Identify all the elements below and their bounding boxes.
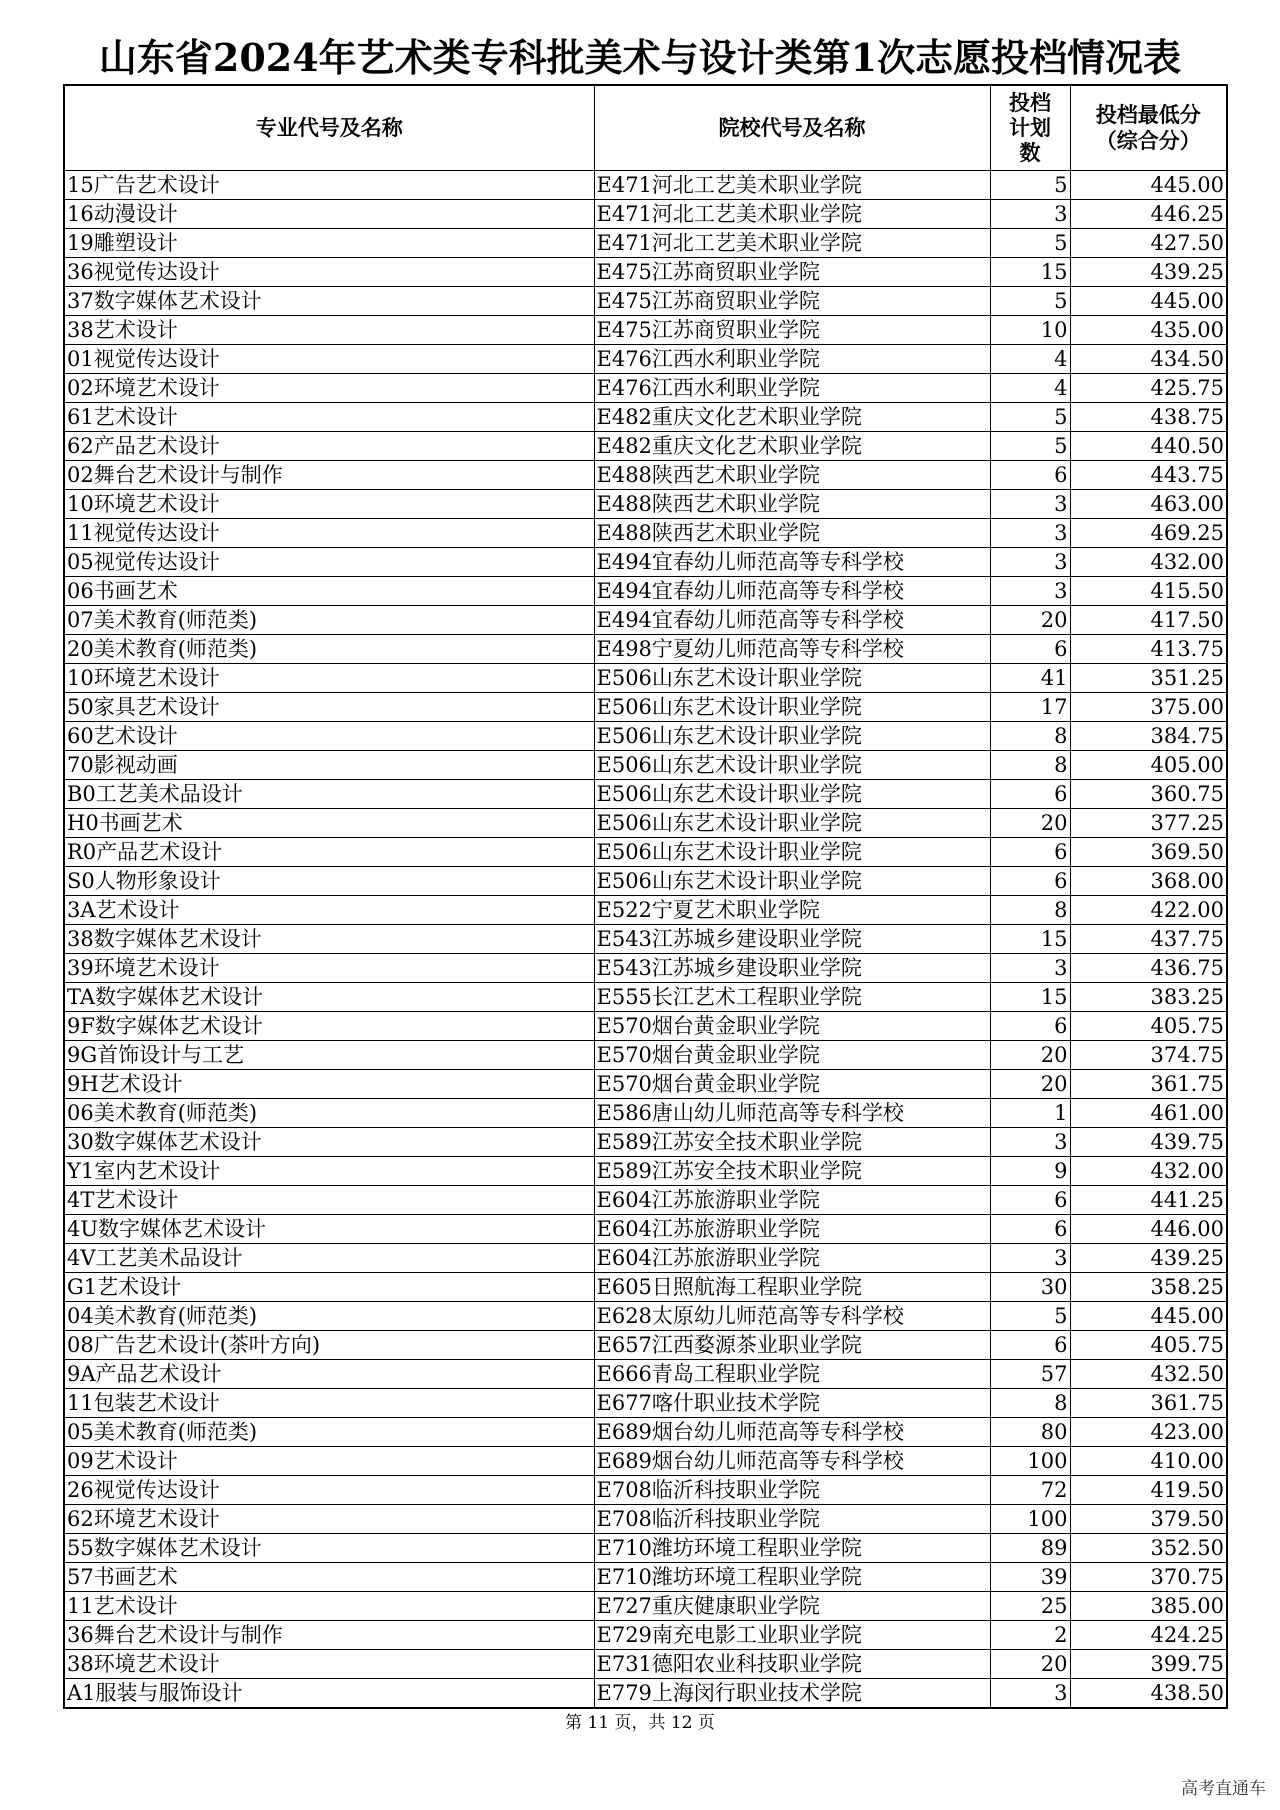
cell-plan: 6: [990, 1215, 1070, 1244]
table-row: [64, 345, 1227, 374]
cell-major: A1服装与服饰设计: [64, 1679, 594, 1709]
table-row: [64, 693, 1227, 722]
cell-score: 439.25: [1070, 258, 1227, 287]
cell-school: E475江苏商贸职业学院: [594, 258, 990, 287]
cell-plan: 30: [990, 1273, 1070, 1302]
cell-school: E589江苏安全技术职业学院: [594, 1128, 990, 1157]
table-row: [64, 1215, 1227, 1244]
cell-score: 436.75: [1070, 954, 1227, 983]
cell-major: 3A艺术设计: [64, 896, 594, 925]
cell-major: 01视觉传达设计: [64, 345, 594, 374]
page-footer: 第 11 页，共 12 页: [565, 1713, 715, 1733]
cell-plan: 20: [990, 1070, 1070, 1099]
cell-plan: 3: [990, 548, 1070, 577]
header-major-label: 专业代号及名称: [255, 116, 403, 140]
cell-plan: 17: [990, 693, 1070, 722]
cell-major: 10环境艺术设计: [64, 490, 594, 519]
table-row: [64, 1273, 1227, 1302]
table-row: [64, 1418, 1227, 1447]
table-row: [64, 1592, 1227, 1621]
cell-school: E708临沂科技职业学院: [594, 1476, 990, 1505]
cell-school: E604江苏旅游职业学院: [594, 1244, 990, 1273]
cell-score: 445.00: [1070, 287, 1227, 316]
cell-school: E710潍坊环境工程职业学院: [594, 1534, 990, 1563]
cell-major: 08广告艺术设计(茶叶方向): [64, 1331, 594, 1360]
cell-plan: 3: [990, 1128, 1070, 1157]
cell-major: 9H艺术设计: [64, 1070, 594, 1099]
header-score-line2: （综合分）: [1095, 129, 1201, 153]
table-row: [64, 1012, 1227, 1041]
header-plan-line3: 数: [1019, 140, 1041, 165]
cell-score: 469.25: [1070, 519, 1227, 548]
header-school-label: 院校代号及名称: [718, 116, 866, 140]
cell-school: E506山东艺术设计职业学院: [594, 722, 990, 751]
cell-school: E689烟台幼儿师范高等专科学校: [594, 1447, 990, 1476]
cell-major: 9F数字媒体艺术设计: [64, 1012, 594, 1041]
cell-major: H0书画艺术: [64, 809, 594, 838]
cell-major: 20美术教育(师范类): [64, 635, 594, 664]
cell-school: E482重庆文化艺术职业学院: [594, 432, 990, 461]
cell-score: 425.75: [1070, 374, 1227, 403]
watermark-text: 高考直通车: [1181, 1779, 1266, 1799]
cell-plan: 20: [990, 809, 1070, 838]
cell-school: E543江苏城乡建设职业学院: [594, 925, 990, 954]
cell-score: 360.75: [1070, 780, 1227, 809]
cell-plan: 25: [990, 1592, 1070, 1621]
cell-plan: 8: [990, 722, 1070, 751]
cell-school: E604江苏旅游职业学院: [594, 1186, 990, 1215]
cell-school: E605日照航海工程职业学院: [594, 1273, 990, 1302]
cell-score: 424.25: [1070, 1621, 1227, 1650]
table-row: [64, 1505, 1227, 1534]
cell-major: 30数字媒体艺术设计: [64, 1128, 594, 1157]
table-row: [64, 925, 1227, 954]
table-row: [64, 287, 1227, 316]
table-row: [64, 954, 1227, 983]
cell-school: E506山东艺术设计职业学院: [594, 867, 990, 896]
cell-school: E498宁夏幼儿师范高等专科学校: [594, 635, 990, 664]
cell-major: 04美术教育(师范类): [64, 1302, 594, 1331]
cell-plan: 3: [990, 1244, 1070, 1273]
cell-plan: 2: [990, 1621, 1070, 1650]
cell-plan: 3: [990, 1679, 1070, 1709]
cell-major: 36舞台艺术设计与制作: [64, 1621, 594, 1650]
table-row: [64, 780, 1227, 809]
cell-major: 4U数字媒体艺术设计: [64, 1215, 594, 1244]
cell-major: 61艺术设计: [64, 403, 594, 432]
cell-score: 435.00: [1070, 316, 1227, 345]
cell-plan: 5: [990, 1302, 1070, 1331]
table-row: [64, 1186, 1227, 1215]
cell-score: 413.75: [1070, 635, 1227, 664]
table-row: [64, 1650, 1227, 1679]
header-plan: [990, 85, 1070, 171]
cell-score: 399.75: [1070, 1650, 1227, 1679]
cell-major: 26视觉传达设计: [64, 1476, 594, 1505]
cell-school: E506山东艺术设计职业学院: [594, 664, 990, 693]
cell-major: 39环境艺术设计: [64, 954, 594, 983]
cell-school: E586唐山幼儿师范高等专科学校: [594, 1099, 990, 1128]
table-row: [64, 1157, 1227, 1186]
cell-major: 11包装艺术设计: [64, 1389, 594, 1418]
cell-school: E570烟台黄金职业学院: [594, 1012, 990, 1041]
table-body: [64, 171, 1227, 1709]
cell-school: E708临沂科技职业学院: [594, 1505, 990, 1534]
cell-plan: 6: [990, 1331, 1070, 1360]
cell-major: 10环境艺术设计: [64, 664, 594, 693]
cell-major: 16动漫设计: [64, 200, 594, 229]
cell-score: 385.00: [1070, 1592, 1227, 1621]
cell-school: E488陕西艺术职业学院: [594, 519, 990, 548]
cell-major: 06美术教育(师范类): [64, 1099, 594, 1128]
header-plan-line1: 投档: [1009, 90, 1051, 115]
cell-school: E570烟台黄金职业学院: [594, 1070, 990, 1099]
cell-school: E677喀什职业技术学院: [594, 1389, 990, 1418]
cell-score: 361.75: [1070, 1070, 1227, 1099]
cell-major: 62环境艺术设计: [64, 1505, 594, 1534]
table-row: [64, 1389, 1227, 1418]
table-row: [64, 374, 1227, 403]
cell-school: E555长江艺术工程职业学院: [594, 983, 990, 1012]
cell-school: E488陕西艺术职业学院: [594, 490, 990, 519]
cell-major: TA数字媒体艺术设计: [64, 983, 594, 1012]
table-row: [64, 1331, 1227, 1360]
cell-plan: 8: [990, 1389, 1070, 1418]
cell-school: E779上海闵行职业技术学院: [594, 1679, 990, 1709]
cell-score: 445.00: [1070, 1302, 1227, 1331]
cell-plan: 6: [990, 635, 1070, 664]
table-row: [64, 1534, 1227, 1563]
cell-major: 50家具艺术设计: [64, 693, 594, 722]
cell-score: 405.75: [1070, 1012, 1227, 1041]
cell-plan: 100: [990, 1505, 1070, 1534]
cell-score: 384.75: [1070, 722, 1227, 751]
table-row: [64, 548, 1227, 577]
table-header-row: [64, 85, 1227, 171]
cell-score: 361.75: [1070, 1389, 1227, 1418]
cell-score: 439.25: [1070, 1244, 1227, 1273]
cell-score: 351.25: [1070, 664, 1227, 693]
table-row: [64, 664, 1227, 693]
cell-score: 375.00: [1070, 693, 1227, 722]
cell-school: E475江苏商贸职业学院: [594, 287, 990, 316]
cell-score: 410.00: [1070, 1447, 1227, 1476]
cell-score: 427.50: [1070, 229, 1227, 258]
cell-school: E570烟台黄金职业学院: [594, 1041, 990, 1070]
cell-major: 70影视动画: [64, 751, 594, 780]
header-score-line1: 投档最低分: [1095, 103, 1201, 127]
table-row: [64, 519, 1227, 548]
table-row: [64, 635, 1227, 664]
cell-plan: 6: [990, 780, 1070, 809]
cell-score: 422.00: [1070, 896, 1227, 925]
cell-major: 57书画艺术: [64, 1563, 594, 1592]
table-row: [64, 983, 1227, 1012]
cell-score: 440.50: [1070, 432, 1227, 461]
cell-school: E506山东艺术设计职业学院: [594, 693, 990, 722]
cell-major: 38环境艺术设计: [64, 1650, 594, 1679]
cell-school: E471河北工艺美术职业学院: [594, 229, 990, 258]
cell-plan: 9: [990, 1157, 1070, 1186]
table-row: [64, 1360, 1227, 1389]
cell-school: E689烟台幼儿师范高等专科学校: [594, 1418, 990, 1447]
header-major: [64, 85, 594, 171]
cell-major: 19雕塑设计: [64, 229, 594, 258]
cell-school: E543江苏城乡建设职业学院: [594, 954, 990, 983]
cell-score: 432.50: [1070, 1360, 1227, 1389]
cell-score: 369.50: [1070, 838, 1227, 867]
cell-score: 434.50: [1070, 345, 1227, 374]
table-row: [64, 461, 1227, 490]
cell-score: 443.75: [1070, 461, 1227, 490]
header-school: [594, 85, 990, 171]
table-row: [64, 867, 1227, 896]
cell-major: 02环境艺术设计: [64, 374, 594, 403]
cell-plan: 41: [990, 664, 1070, 693]
cell-score: 415.50: [1070, 577, 1227, 606]
cell-school: E666青岛工程职业学院: [594, 1360, 990, 1389]
cell-school: E522宁夏艺术职业学院: [594, 896, 990, 925]
table-row: [64, 1099, 1227, 1128]
cell-school: E471河北工艺美术职业学院: [594, 171, 990, 200]
table-row: [64, 1244, 1227, 1273]
cell-score: 446.25: [1070, 200, 1227, 229]
cell-plan: 89: [990, 1534, 1070, 1563]
cell-plan: 4: [990, 374, 1070, 403]
cell-plan: 15: [990, 925, 1070, 954]
cell-plan: 39: [990, 1563, 1070, 1592]
cell-major: S0人物形象设计: [64, 867, 594, 896]
table-row: [64, 229, 1227, 258]
cell-plan: 57: [990, 1360, 1070, 1389]
table-row: [64, 838, 1227, 867]
cell-plan: 5: [990, 287, 1070, 316]
cell-school: E488陕西艺术职业学院: [594, 461, 990, 490]
cell-major: 07美术教育(师范类): [64, 606, 594, 635]
cell-school: E476江西水利职业学院: [594, 374, 990, 403]
cell-major: 9A产品艺术设计: [64, 1360, 594, 1389]
table-row: [64, 751, 1227, 780]
cell-plan: 6: [990, 838, 1070, 867]
cell-school: E710潍坊环境工程职业学院: [594, 1563, 990, 1592]
cell-plan: 5: [990, 403, 1070, 432]
table-row: [64, 577, 1227, 606]
cell-school: E471河北工艺美术职业学院: [594, 200, 990, 229]
cell-major: 15广告艺术设计: [64, 171, 594, 200]
cell-major: 4T艺术设计: [64, 1186, 594, 1215]
cell-score: 461.00: [1070, 1099, 1227, 1128]
cell-major: G1艺术设计: [64, 1273, 594, 1302]
table-row: [64, 432, 1227, 461]
header-plan-line2: 计划: [1009, 115, 1051, 140]
cell-score: 417.50: [1070, 606, 1227, 635]
cell-major: 62产品艺术设计: [64, 432, 594, 461]
cell-score: 432.00: [1070, 548, 1227, 577]
cell-plan: 15: [990, 258, 1070, 287]
cell-score: 383.25: [1070, 983, 1227, 1012]
table-row: [64, 258, 1227, 287]
cell-score: 463.00: [1070, 490, 1227, 519]
cell-major: 36视觉传达设计: [64, 258, 594, 287]
table-row: [64, 1070, 1227, 1099]
table-row: [64, 490, 1227, 519]
cell-plan: 6: [990, 1186, 1070, 1215]
cell-plan: 20: [990, 1041, 1070, 1070]
cell-school: E476江西水利职业学院: [594, 345, 990, 374]
cell-school: E494宜春幼儿师范高等专科学校: [594, 548, 990, 577]
cell-major: 37数字媒体艺术设计: [64, 287, 594, 316]
cell-plan: 5: [990, 432, 1070, 461]
cell-major: 02舞台艺术设计与制作: [64, 461, 594, 490]
cell-score: 432.00: [1070, 1157, 1227, 1186]
cell-score: 419.50: [1070, 1476, 1227, 1505]
cell-major: 55数字媒体艺术设计: [64, 1534, 594, 1563]
cell-major: 11艺术设计: [64, 1592, 594, 1621]
cell-school: E729南充电影工业职业学院: [594, 1621, 990, 1650]
cell-major: 06书画艺术: [64, 577, 594, 606]
cell-major: R0产品艺术设计: [64, 838, 594, 867]
table-row: [64, 722, 1227, 751]
cell-major: 38艺术设计: [64, 316, 594, 345]
cell-score: 405.75: [1070, 1331, 1227, 1360]
table-row: [64, 1041, 1227, 1070]
cell-plan: 3: [990, 577, 1070, 606]
cell-score: 358.25: [1070, 1273, 1227, 1302]
cell-score: 405.00: [1070, 751, 1227, 780]
cell-school: E506山东艺术设计职业学院: [594, 838, 990, 867]
cell-school: E475江苏商贸职业学院: [594, 316, 990, 345]
cell-school: E628太原幼儿师范高等专科学校: [594, 1302, 990, 1331]
cell-score: 438.75: [1070, 403, 1227, 432]
table-row: [64, 316, 1227, 345]
cell-score: 379.50: [1070, 1505, 1227, 1534]
cell-plan: 20: [990, 606, 1070, 635]
cell-score: 423.00: [1070, 1418, 1227, 1447]
page-title: 山东省2024年艺术类专科批美术与设计类第1次志愿投档情况表: [98, 35, 1182, 80]
cell-score: 445.00: [1070, 171, 1227, 200]
cell-score: 439.75: [1070, 1128, 1227, 1157]
cell-major: 4V工艺美术品设计: [64, 1244, 594, 1273]
cell-plan: 100: [990, 1447, 1070, 1476]
table-row: [64, 1679, 1227, 1709]
table-row: [64, 1302, 1227, 1331]
cell-plan: 10: [990, 316, 1070, 345]
cell-plan: 15: [990, 983, 1070, 1012]
cell-score: 437.75: [1070, 925, 1227, 954]
cell-school: E506山东艺术设计职业学院: [594, 780, 990, 809]
cell-plan: 80: [990, 1418, 1070, 1447]
cell-plan: 5: [990, 171, 1070, 200]
cell-plan: 4: [990, 345, 1070, 374]
cell-major: 05视觉传达设计: [64, 548, 594, 577]
cell-school: E482重庆文化艺术职业学院: [594, 403, 990, 432]
cell-school: E589江苏安全技术职业学院: [594, 1157, 990, 1186]
cell-school: E494宜春幼儿师范高等专科学校: [594, 577, 990, 606]
header-score: [1070, 85, 1227, 171]
cell-score: 368.00: [1070, 867, 1227, 896]
cell-plan: 8: [990, 751, 1070, 780]
table-row: [64, 896, 1227, 925]
table-row: [64, 1128, 1227, 1157]
cell-major: 38数字媒体艺术设计: [64, 925, 594, 954]
cell-plan: 72: [990, 1476, 1070, 1505]
table-row: [64, 200, 1227, 229]
cell-plan: 3: [990, 490, 1070, 519]
cell-score: 446.00: [1070, 1215, 1227, 1244]
table-row: [64, 171, 1227, 200]
cell-score: 438.50: [1070, 1679, 1227, 1709]
cell-plan: 1: [990, 1099, 1070, 1128]
cell-plan: 8: [990, 896, 1070, 925]
cell-plan: 6: [990, 461, 1070, 490]
cell-school: E506山东艺术设计职业学院: [594, 751, 990, 780]
cell-school: E604江苏旅游职业学院: [594, 1215, 990, 1244]
admission-table: [63, 84, 1228, 1709]
cell-major: Y1室内艺术设计: [64, 1157, 594, 1186]
table-row: [64, 1563, 1227, 1592]
cell-major: B0工艺美术品设计: [64, 780, 594, 809]
cell-school: E657江西婺源茶业职业学院: [594, 1331, 990, 1360]
cell-school: E506山东艺术设计职业学院: [594, 809, 990, 838]
cell-plan: 20: [990, 1650, 1070, 1679]
cell-major: 9G首饰设计与工艺: [64, 1041, 594, 1070]
cell-plan: 3: [990, 519, 1070, 548]
cell-major: 11视觉传达设计: [64, 519, 594, 548]
cell-plan: 5: [990, 229, 1070, 258]
cell-school: E731德阳农业科技职业学院: [594, 1650, 990, 1679]
cell-school: E727重庆健康职业学院: [594, 1592, 990, 1621]
cell-score: 352.50: [1070, 1534, 1227, 1563]
cell-major: 05美术教育(师范类): [64, 1418, 594, 1447]
cell-plan: 3: [990, 200, 1070, 229]
cell-school: E494宜春幼儿师范高等专科学校: [594, 606, 990, 635]
table-row: [64, 809, 1227, 838]
table-row: [64, 1621, 1227, 1650]
cell-score: 377.25: [1070, 809, 1227, 838]
cell-score: 374.75: [1070, 1041, 1227, 1070]
table-row: [64, 1447, 1227, 1476]
table-row: [64, 606, 1227, 635]
cell-score: 370.75: [1070, 1563, 1227, 1592]
table-row: [64, 403, 1227, 432]
cell-score: 441.25: [1070, 1186, 1227, 1215]
cell-plan: 6: [990, 1012, 1070, 1041]
table-row: [64, 1476, 1227, 1505]
cell-plan: 6: [990, 867, 1070, 896]
cell-major: 60艺术设计: [64, 722, 594, 751]
cell-plan: 3: [990, 954, 1070, 983]
cell-major: 09艺术设计: [64, 1447, 594, 1476]
